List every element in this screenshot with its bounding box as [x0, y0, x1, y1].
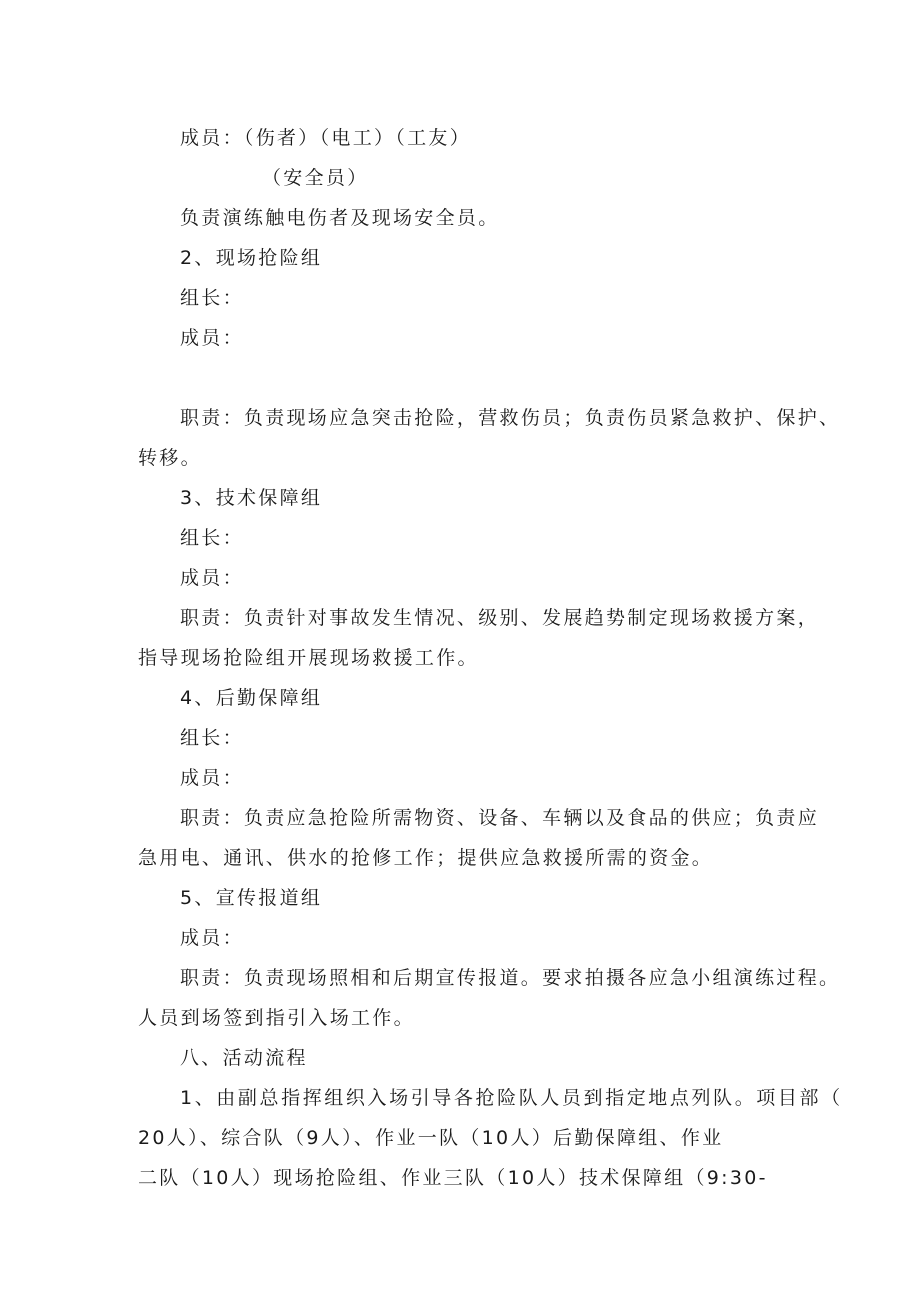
rescue-group-duty-text: 职责：负责现场应急突击抢险，营救伤员；负责伤员紧急救护、保护、: [180, 407, 841, 429]
injured-responsibility-text: 负责演练触电伤者及现场安全员。: [180, 207, 500, 229]
members-line-injured: 成员：（伤者）（电工）（工友）: [180, 127, 472, 149]
technical-group-leader-label: 组长：: [180, 527, 244, 549]
rescue-group-duty-text-cont: 转移。: [138, 447, 202, 469]
process-step-1-text-cont-2: 二队（10人）现场抢险组、作业三队（10人）技术保障组（9:30-: [138, 1167, 768, 1189]
section-heading-activity-process: 八、活动流程: [180, 1047, 308, 1069]
process-step-1-text-cont-1: 20人）、综合队（9人）、作业一队（10人）后勤保障组、作业: [138, 1127, 724, 1149]
logistics-group-duty-text-cont: 急用电、通讯、供水的抢修工作；提供应急救援所需的资金。: [138, 847, 714, 869]
members-line-safety-officer: （安全员）: [262, 167, 369, 189]
logistics-group-leader-label: 组长：: [180, 727, 244, 749]
section-heading-logistics-group: 4、后勤保障组: [180, 687, 323, 709]
section-heading-rescue-group: 2、现场抢险组: [180, 247, 323, 269]
publicity-group-members-label: 成员：: [180, 927, 244, 949]
publicity-group-duty-text: 职责：负责现场照相和后期宣传报道。要求拍摄各应急小组演练过程。: [180, 967, 841, 989]
technical-group-duty-text-cont: 指导现场抢险组开展现场救援工作。: [138, 647, 479, 669]
technical-group-duty-text: 职责：负责针对事故发生情况、级别、发展趋势制定现场救援方案，: [180, 607, 820, 629]
rescue-group-members-label: 成员：: [180, 327, 244, 349]
rescue-group-leader-label: 组长：: [180, 287, 244, 309]
technical-group-members-label: 成员：: [180, 567, 244, 589]
process-step-1-text: 1、由副总指挥组织入场引导各抢险队人员到指定地点列队。项目部（: [180, 1087, 843, 1109]
logistics-group-members-label: 成员：: [180, 767, 244, 789]
section-heading-technical-group: 3、技术保障组: [180, 487, 323, 509]
section-heading-publicity-group: 5、宣传报道组: [180, 887, 323, 909]
publicity-group-duty-text-cont: 人员到场签到指引入场工作。: [138, 1007, 415, 1029]
logistics-group-duty-text: 职责：负责应急抢险所需物资、设备、车辆以及食品的供应；负责应: [180, 807, 820, 829]
